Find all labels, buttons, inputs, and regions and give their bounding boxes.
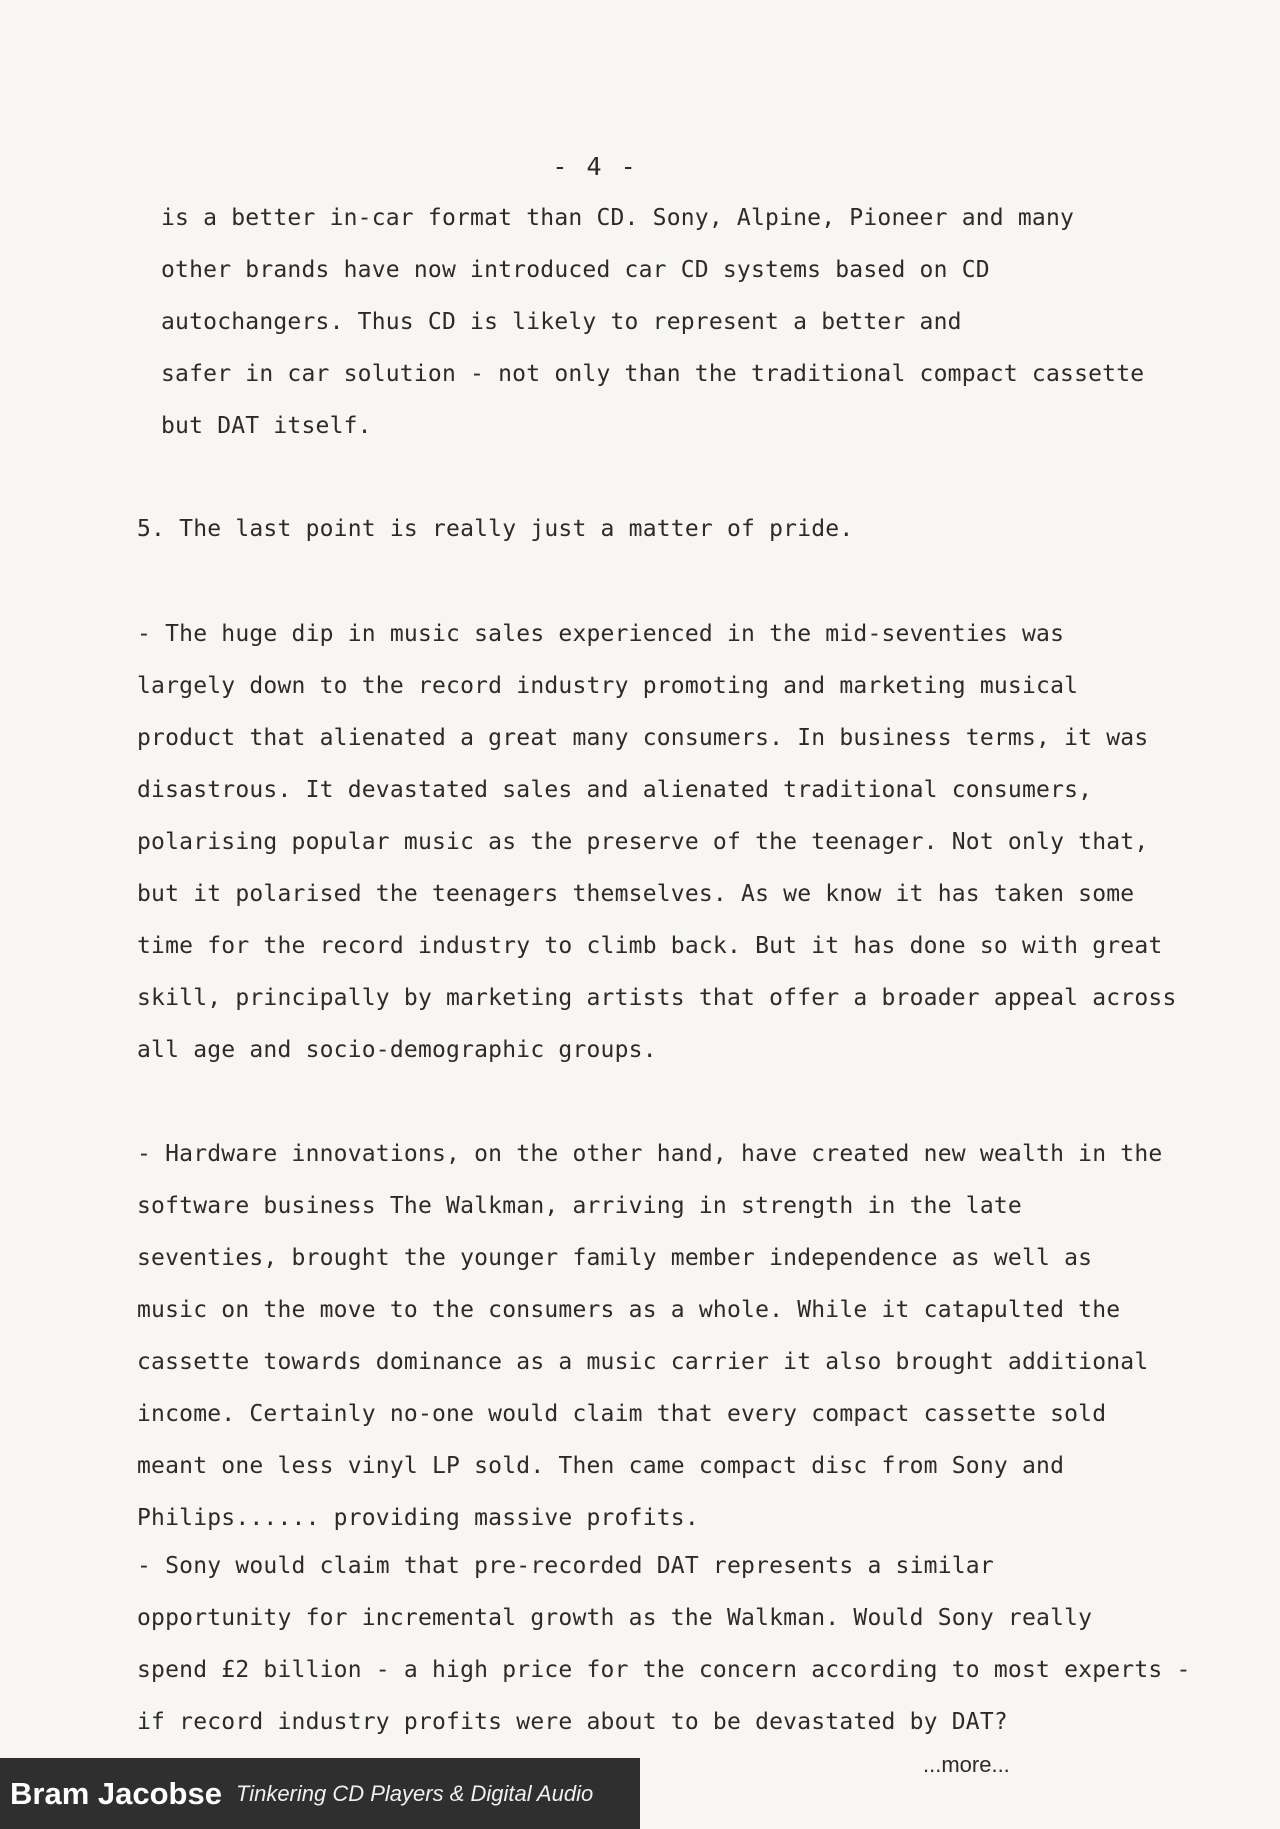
text-line: but DAT itself. [161,413,372,439]
text-line: cassette towards dominance as a music carrier it also brought additional [137,1349,1149,1375]
footer-banner [0,1758,640,1829]
paragraph-car-format [161,192,1145,452]
point-5-heading [137,503,1057,555]
footer-author-name: Bram Jacobse [10,1775,222,1811]
text-line: but it polarised the teenagers themselves. As we know it has taken some [137,881,1135,907]
text-line: if record industry profits were about to be devastated by DAT? [137,1709,1008,1735]
text-line: music on the move to the consumers as a whole. While it catapulted the [137,1297,1121,1323]
text-line: safer in car solution - not only than the traditional compact cassette [161,361,1145,387]
text-line: Philips...... providing massive profits. [137,1505,699,1531]
text-line: time for the record industry to climb back. But it has done so with great [137,933,1163,959]
text-line: - Sony would claim that pre-recorded DAT represents a similar [137,1553,994,1579]
text-line: skill, principally by marketing artists that offer a broader appeal across [137,985,1177,1011]
text-line: polarising popular music as the preserve of the teenager. Not only that, [137,829,1149,855]
text-line: - Hardware innovations, on the other hand, have created new wealth in the [137,1141,1163,1167]
text-line: largely down to the record industry promoting and marketing musical [137,673,1079,699]
text-line: 5. The last point is really just a matter of pride. [137,516,854,542]
text-line: income. Certainly no-one would claim that every compact cassette sold [137,1401,1107,1427]
text-line: is a better in-car format than CD. Sony, Alpine, Pioneer and many [161,205,1075,231]
text-line: software business The Walkman, arriving in strength in the late [137,1193,1022,1219]
page-number: - 4 - [552,152,638,181]
text-line: spend £2 billion - a high price for the concern according to most experts - [137,1657,1191,1683]
text-line: disastrous. It devastated sales and alienated traditional consumers, [137,777,1093,803]
paragraph-hardware-innovations [137,1128,1163,1544]
footer-tagline: Tinkering CD Players & Digital Audio [235,1780,594,1806]
text-line: seventies, brought the younger family member independence as well as [137,1245,1093,1271]
text-line: autochangers. Thus CD is likely to represent a better and [161,309,962,335]
text-line: meant one less vinyl LP sold. Then came compact disc from Sony and [137,1453,1065,1479]
paragraph-music-sales-dip [137,608,1177,1076]
text-line: other brands have now introduced car CD systems based on CD [161,257,990,283]
text-line: all age and socio-demographic groups. [137,1037,657,1063]
text-line: opportunity for incremental growth as the Walkman. Would Sony really [137,1605,1093,1631]
paragraph-sony-dat [137,1540,1191,1748]
text-line: product that alienated a great many consumers. In business terms, it was [137,725,1149,751]
more-continuation: ...more... [923,1752,1010,1777]
text-line: - The huge dip in music sales experienced in the mid-seventies was [137,621,1065,647]
